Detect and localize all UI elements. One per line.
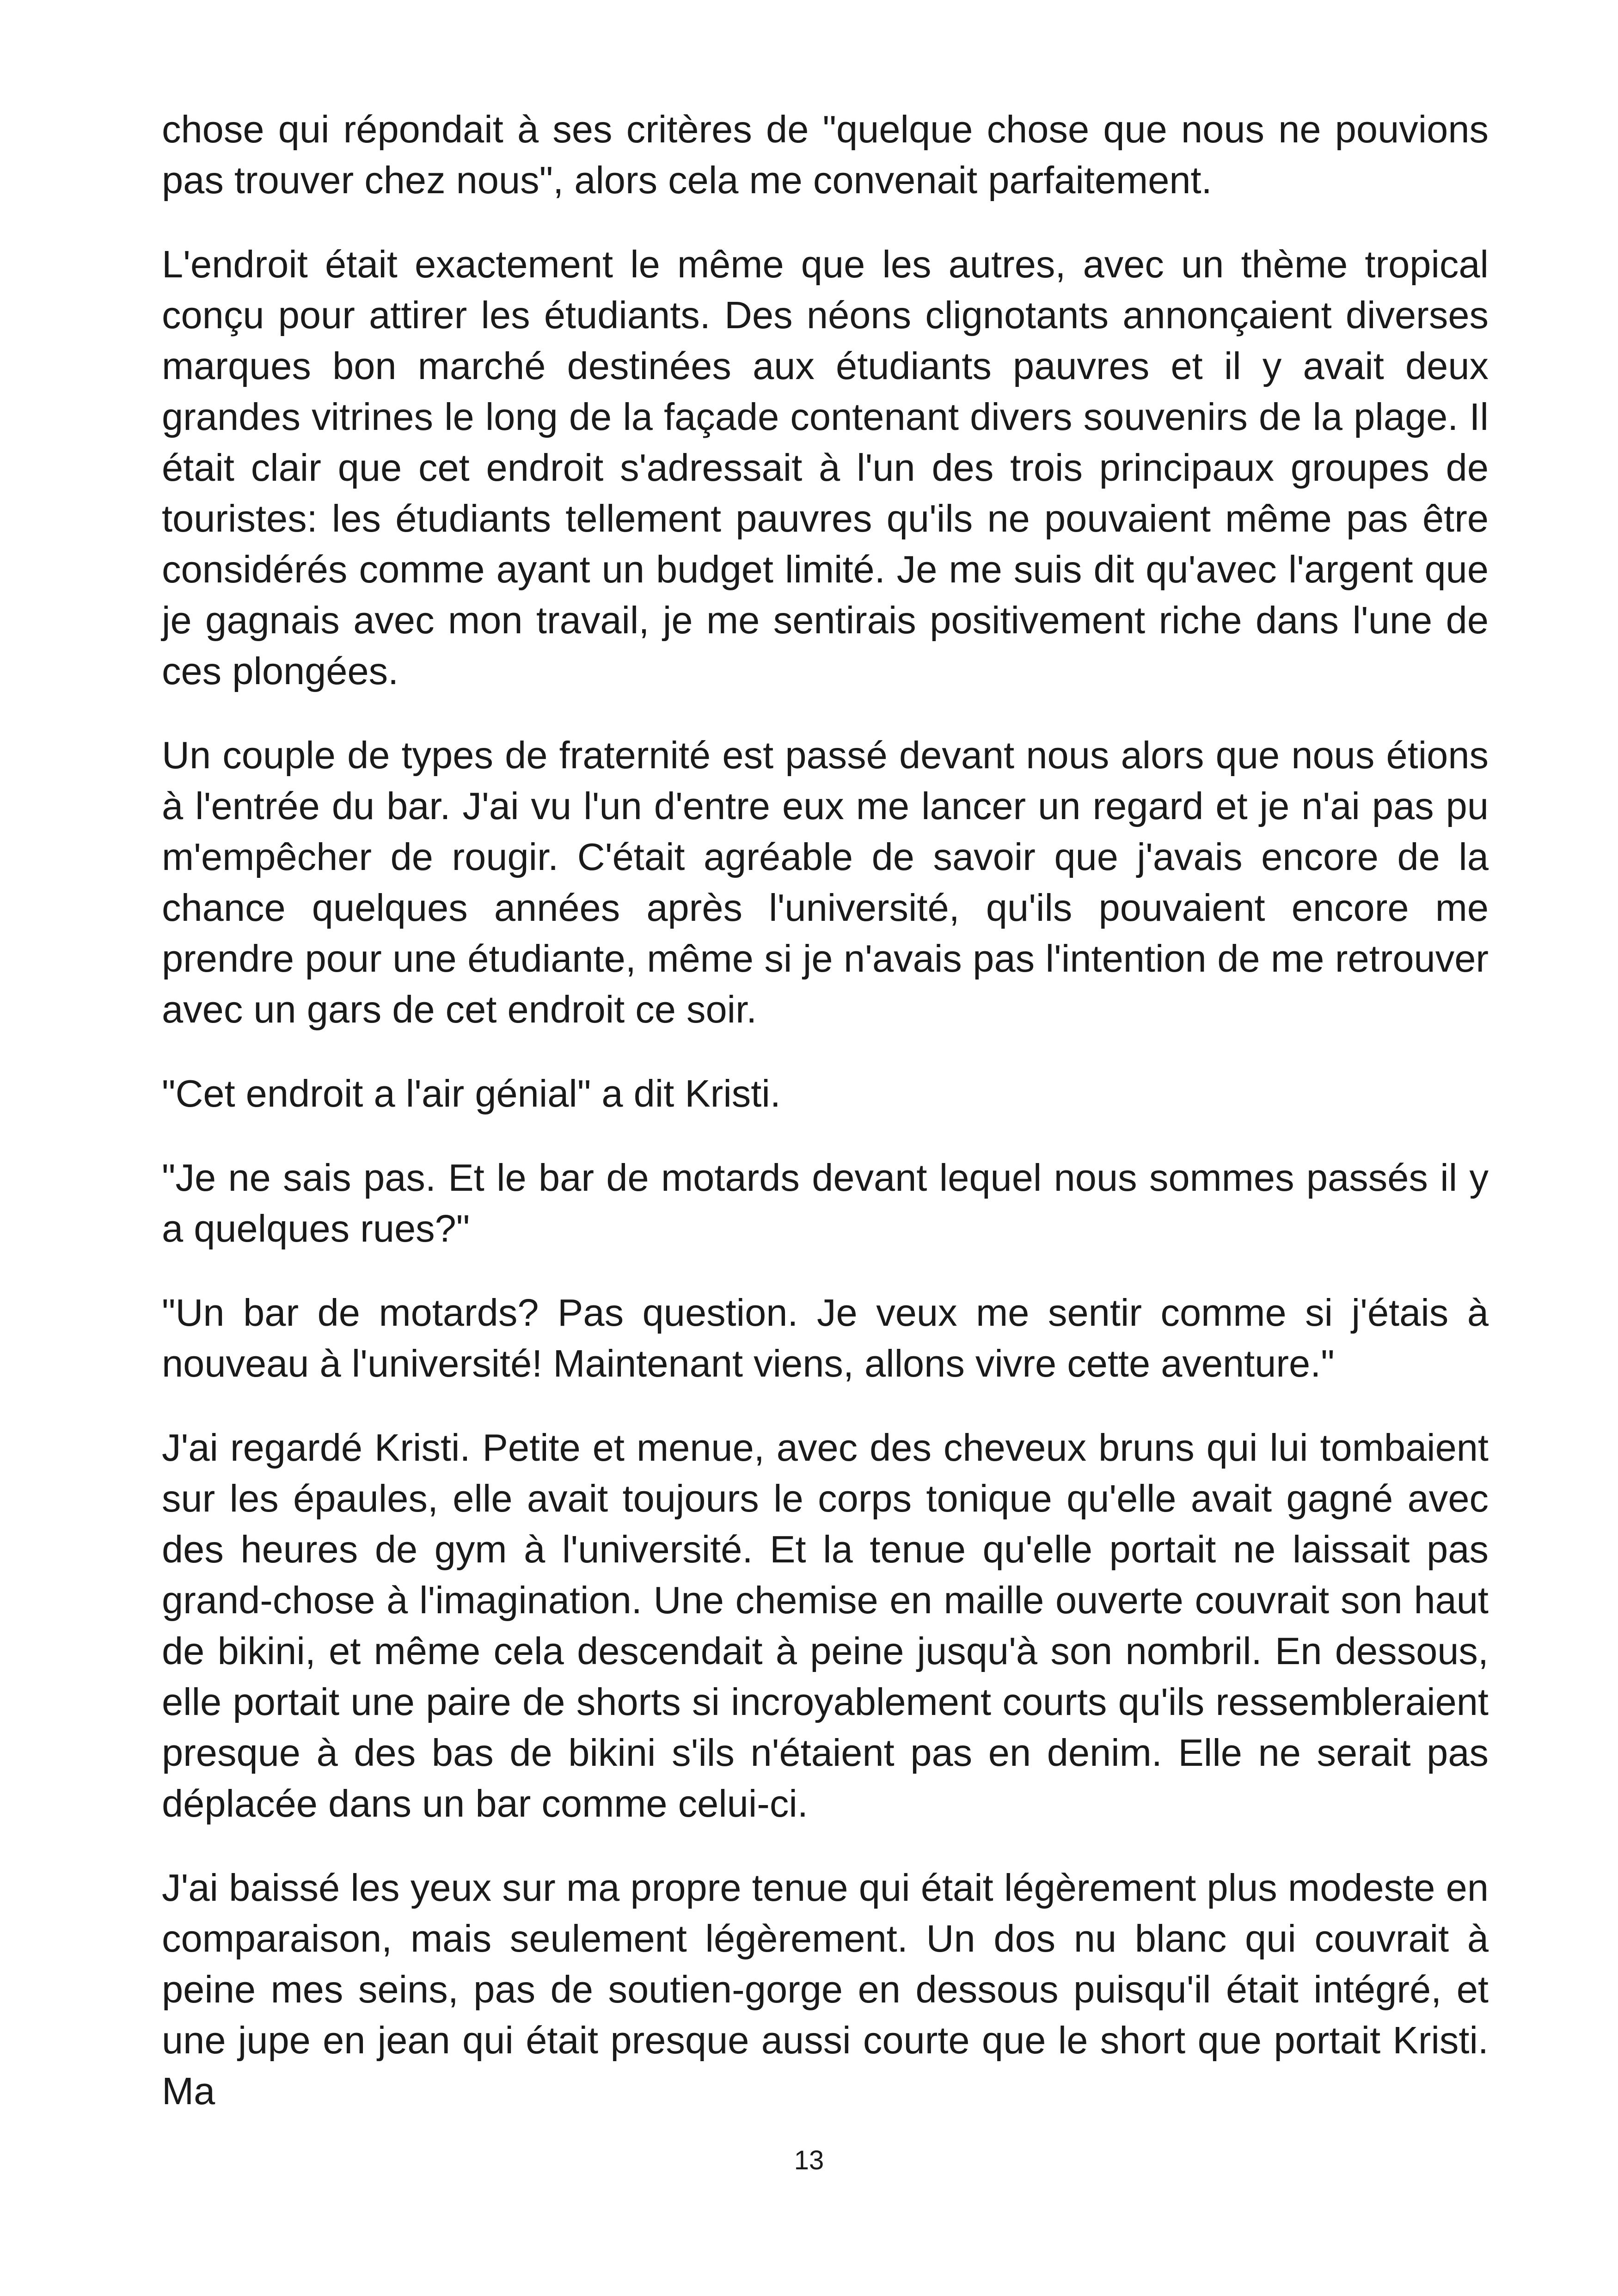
page-number: 13 [794,2145,824,2175]
paragraph: J'ai baissé les yeux sur ma propre tenue qui était légèrement plus modeste en comparaison, mais seulement légèrement. Un dos nu blanc qui couvrait à peine mes seins, pas de soutien-gorge en dessous puisqu'il était intégré, et une jupe en jean qui était presque aussi courte que le short que portait Kristi. Ma [162,1866,1489,2112]
paragraph: Un couple de types de fraternité est passé devant nous alors que nous étions à l'entrée du bar. J'ai vu l'un d'entre eux me lancer un regard et je n'ai pas pu m'empêcher de rougir. C'était agréable de savoir que j'avais encore de la chance quelques années après l'université, qu'ils pouvaient encore me prendre pour une étudiante, même si je n'avais pas l'intention de me retrouver avec un gars de cet endroit ce soir. [162,734,1489,1031]
paragraph: chose qui répondait à ses critères de "quelque chose que nous ne pouvions pas trouver chez nous", alors cela me convenait parfaitement. [162,108,1489,202]
text-body [162,104,1489,2150]
paragraph: "Un bar de motards? Pas question. Je veux me sentir comme si j'étais à nouveau à l'université! Maintenant viens, allons vivre cette aventure." [162,1291,1489,1385]
paragraph: "Je ne sais pas. Et le bar de motards devant lequel nous sommes passés il y a quelques rues?" [162,1156,1489,1250]
paragraph: L'endroit était exactement le même que les autres, avec un thème tropical conçu pour attirer les étudiants. Des néons clignotants annonçaient diverses marques bon marché destinées aux étudiants pauvres et il y avait deux grandes vitrines le long de la façade contenant divers souvenirs de la plage. Il était clair que cet endroit s'adressait à l'un des trois principaux groupes de touristes: les étudiants tellement pauvres qu'ils ne pouvaient même pas être considérés comme ayant un budget limité. Je me suis dit qu'avec l'argent que je gagnais avec mon travail, je me sentirais positivement riche dans l'une de ces plongées. [162,243,1489,692]
paragraph: J'ai regardé Kristi. Petite et menue, avec des cheveux bruns qui lui tombaient sur les épaules, elle avait toujours le corps tonique qu'elle avait gagné avec des heures de gym à l'université. Et la tenue qu'elle portait ne laissait pas grand-chose à l'imagination. Une chemise en maille ouverte couvrait son haut de bikini, et même cela descendait à peine jusqu'à son nombril. En dessous, elle portait une paire de shorts si incroyablement courts qu'ils ressembleraient presque à des bas de bikini s'ils n'étaient pas en denim. Elle ne serait pas déplacée dans un bar comme celui-ci. [162,1426,1489,1825]
paragraph: "Cet endroit a l'air génial" a dit Kristi. [162,1072,781,1115]
